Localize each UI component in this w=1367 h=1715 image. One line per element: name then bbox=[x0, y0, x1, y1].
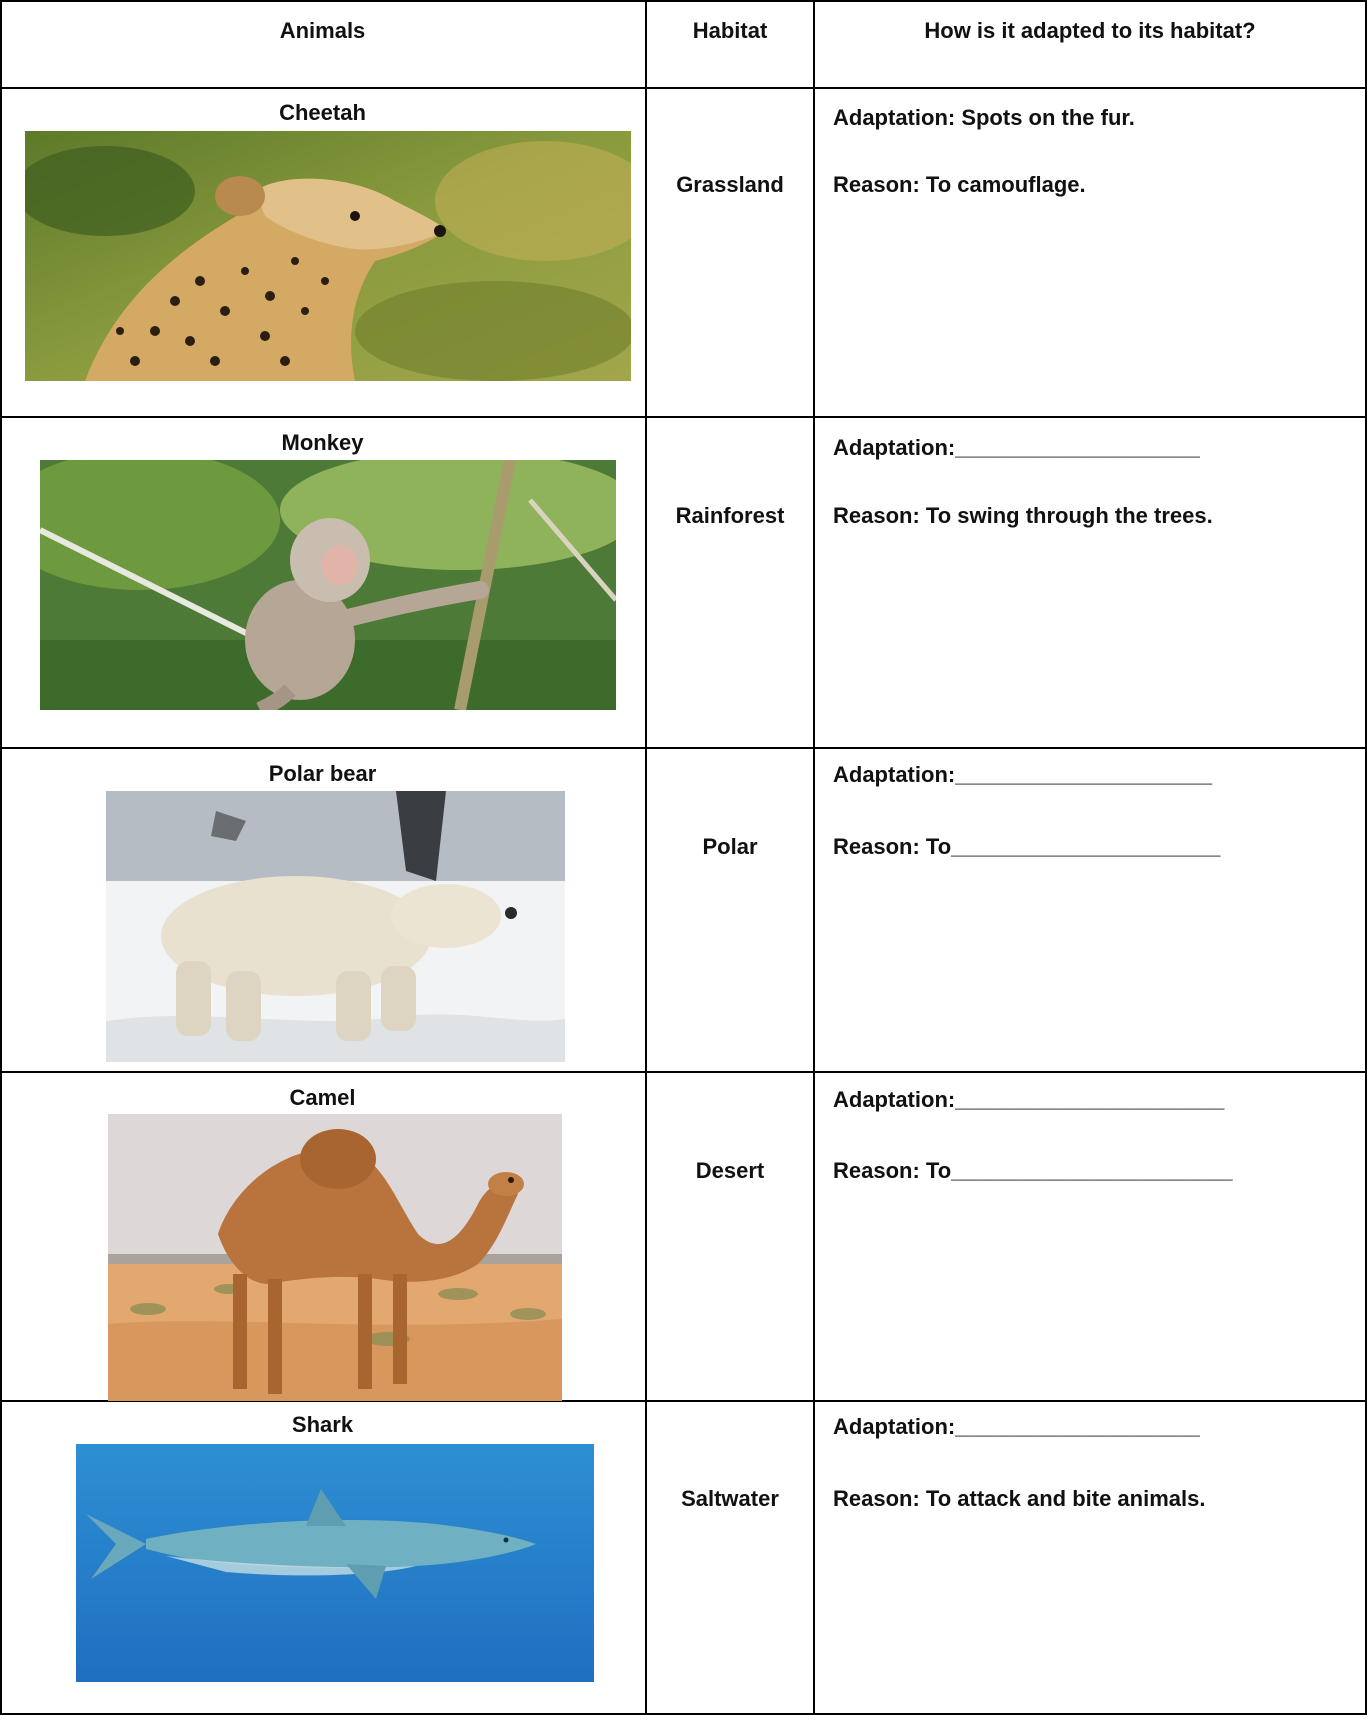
cheetah-photo bbox=[25, 131, 631, 381]
header-animals: Animals bbox=[279, 18, 366, 43]
adaptation-text: Adaptation:_____________________ bbox=[833, 762, 1213, 787]
adaptation-text: Adaptation:____________________ bbox=[833, 435, 1200, 460]
reason-text: Reason: To_______________________ bbox=[833, 1158, 1233, 1183]
header-habitat: Habitat bbox=[692, 18, 768, 43]
shark-photo bbox=[76, 1444, 594, 1682]
animal-name: Shark bbox=[291, 1412, 354, 1437]
animal-name: Polar bear bbox=[268, 761, 377, 786]
habitat-value: Grassland bbox=[676, 172, 784, 197]
adaptation-text: Adaptation:______________________ bbox=[833, 1087, 1225, 1112]
adaptation-text: Adaptation: Spots on the fur. bbox=[833, 105, 1135, 130]
habitat-value: Polar bbox=[702, 834, 758, 859]
animal-name: Monkey bbox=[281, 430, 364, 455]
reason-text: Reason: To camouflage. bbox=[833, 172, 1086, 197]
adaptation-text: Adaptation:____________________ bbox=[833, 1414, 1200, 1439]
habitat-value: Desert bbox=[695, 1158, 765, 1183]
reason-text: Reason: To______________________ bbox=[833, 834, 1221, 859]
row-divider bbox=[0, 416, 1367, 418]
row-divider bbox=[0, 1071, 1367, 1073]
table-border-left bbox=[0, 0, 2, 1715]
table-border-top bbox=[0, 0, 1367, 2]
animal-name: Cheetah bbox=[279, 100, 366, 125]
habitat-value: Rainforest bbox=[675, 503, 785, 528]
row-divider bbox=[0, 747, 1367, 749]
column-divider bbox=[813, 0, 815, 1715]
polar-bear-photo bbox=[106, 791, 565, 1062]
monkey-photo bbox=[40, 460, 616, 710]
animal-name: Camel bbox=[289, 1085, 356, 1110]
reason-text: Reason: To attack and bite animals. bbox=[833, 1486, 1206, 1511]
habitat-value: Saltwater bbox=[681, 1486, 779, 1511]
header-adaptation: How is it adapted to its habitat? bbox=[924, 18, 1256, 43]
row-divider bbox=[0, 87, 1367, 89]
camel-photo bbox=[108, 1114, 562, 1401]
reason-text: Reason: To swing through the trees. bbox=[833, 503, 1213, 528]
